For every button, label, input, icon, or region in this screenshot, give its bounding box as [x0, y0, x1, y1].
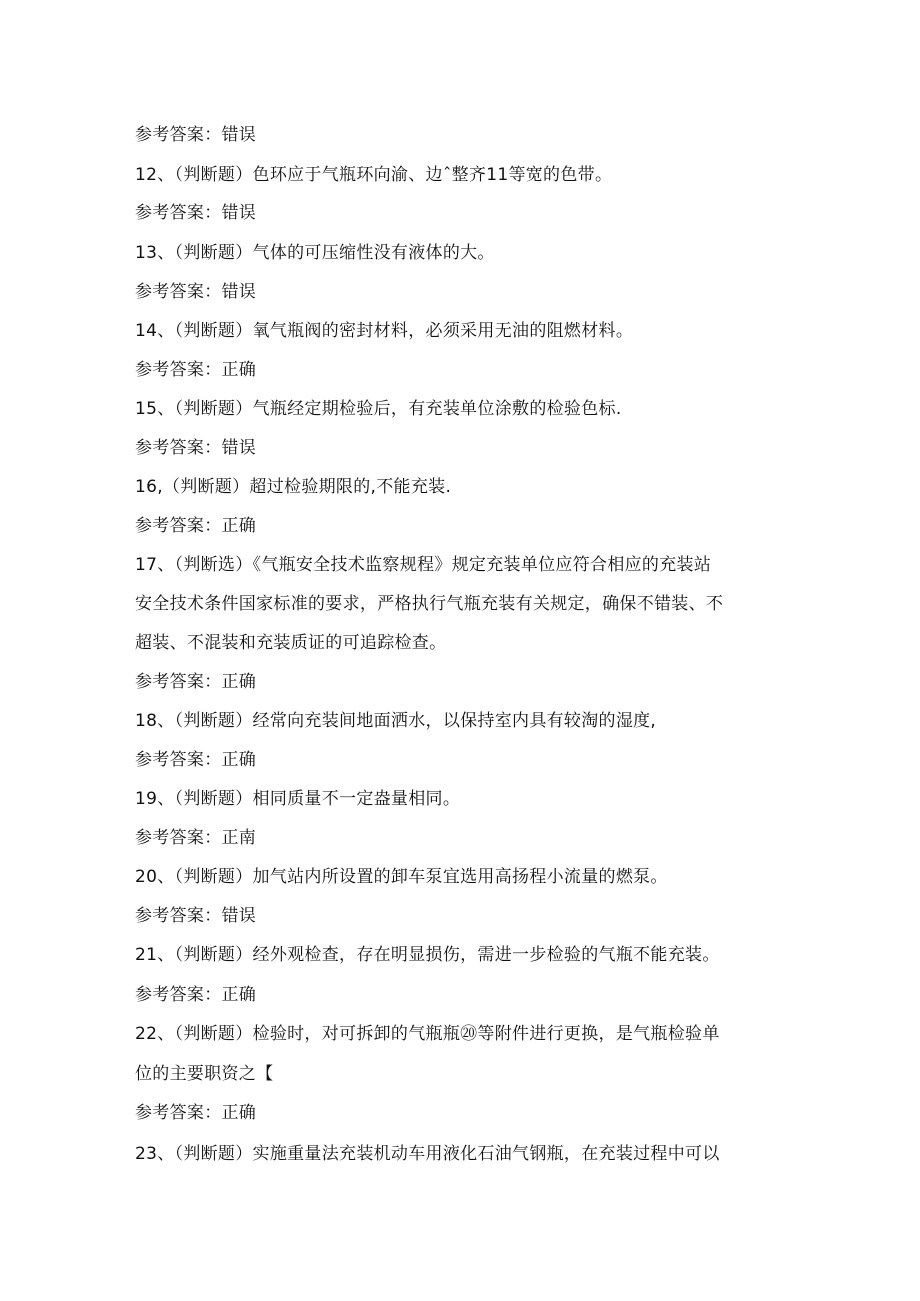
answer-line-q19: 参考答案：正南 [135, 828, 257, 848]
question-17-line-3: 超装、不混装和充装质证的可追踪检查。 [135, 633, 447, 653]
answer-line-q20: 参考答案：错误 [135, 906, 257, 926]
answer-line-q13: 参考答案：错误 [135, 282, 257, 302]
question-22-line-1: 22、（判断题）检验时，对可拆卸的气瓶瓶⑳等附件进行更换，是气瓶检验单 [135, 1024, 720, 1044]
question-14: 14、（判断题）氧气瓶阀的密封材料，必须采用无油的阻燃材料。 [135, 321, 634, 341]
question-13: 13、（判断题）气体的可压缩性没有液体的大。 [135, 243, 495, 263]
answer-line-q17: 参考答案：正确 [135, 672, 257, 692]
answer-line-q14: 参考答案：正确 [135, 360, 257, 380]
question-17-line-1: 17、（判断选）《气瓶安全技术监察规程》规定充装单位应符合相应的充装站 [135, 555, 712, 575]
question-15: 15、（判断题）气瓶经定期检验后，有充装单位涂敷的检验色标. [135, 399, 622, 419]
question-19: 19、（判断题）相同质量不一定盎量相同。 [135, 789, 461, 809]
question-21: 21、（判断题）经外观检查，存在明显损伤，需进一步检验的气瓶不能充装。 [135, 945, 720, 965]
question-16: 16,（判断题）超过检验期限的,不能充装. [135, 477, 452, 497]
answer-line-q22: 参考答案：正确 [135, 1103, 257, 1123]
question-20: 20、（判断题）加气站内所设置的卸车泵宜选用高扬程小流量的燃泵。 [135, 867, 668, 887]
answer-line-q21: 参考答案：正确 [135, 985, 257, 1005]
answer-line-q12: 参考答案：错误 [135, 203, 257, 223]
question-12: 12、（判断题）色环应于气瓶环向渝、边ˆ整齐11等宽的色带。 [135, 165, 613, 185]
question-18: 18、（判断题）经常向充装间地面洒水，以保持室内具有较淘的湿度, [135, 711, 657, 731]
answer-line-q16: 参考答案：正确 [135, 516, 257, 536]
answer-line-q18: 参考答案：正确 [135, 750, 257, 770]
answer-line-q11: 参考答案：错误 [135, 125, 257, 145]
question-17-line-2: 安全技术条件国家标准的要求，严格执行气瓶充装有关规定，确保不错装、不 [135, 594, 724, 614]
question-23: 23、（判断题）实施重量法充装机动车用液化石油气钢瓶，在充装过程中可以 [135, 1144, 720, 1164]
answer-line-q15: 参考答案：错误 [135, 438, 257, 458]
question-22-line-2: 位的主要职资之【 [135, 1064, 274, 1084]
